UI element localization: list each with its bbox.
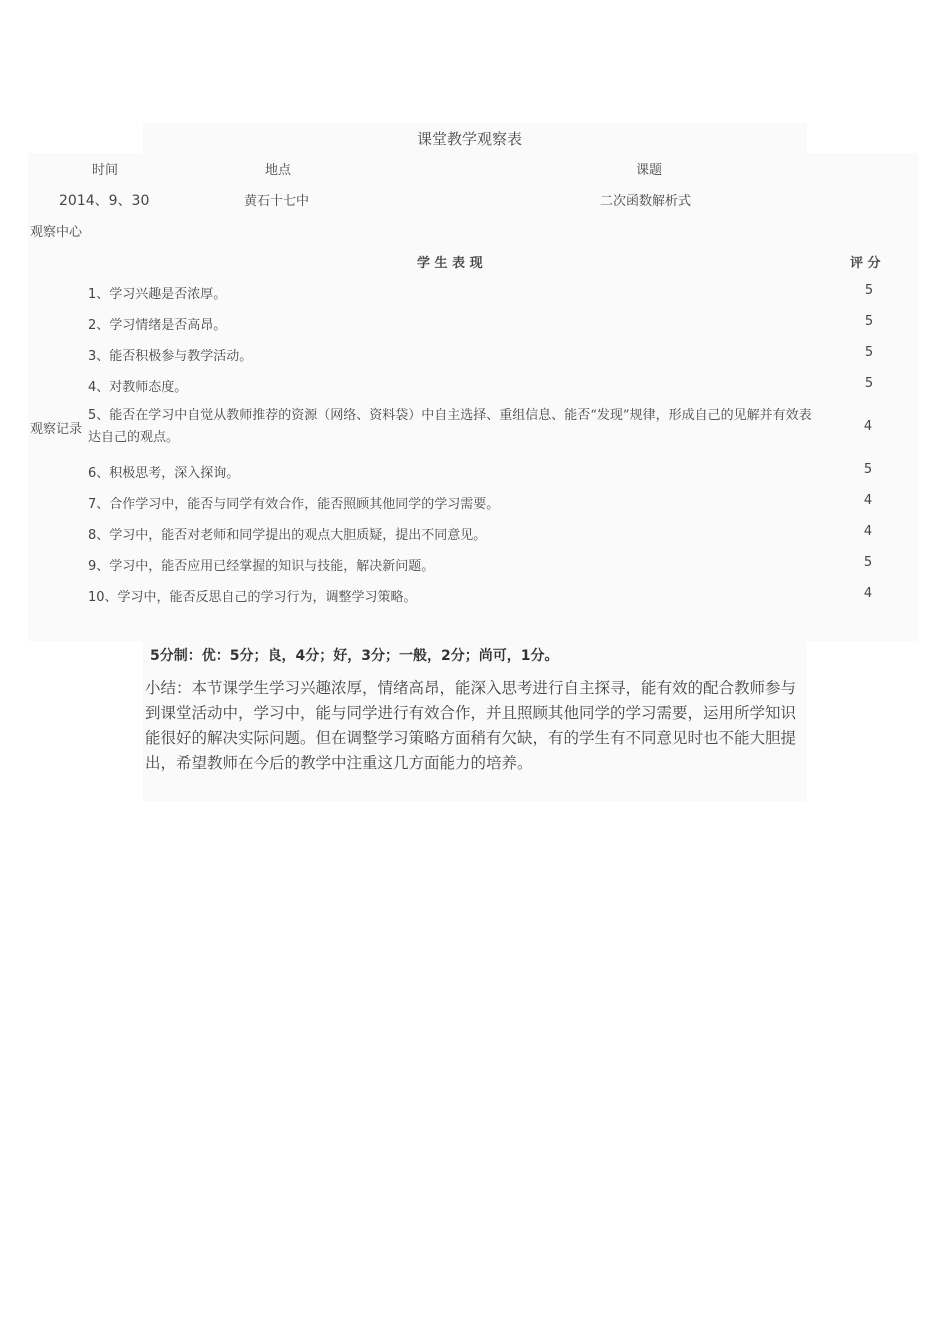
item-text: 、能否在学习中自觉从教师推荐的资源（网络、资料袋）中自主选择、重组信息、能否“发现”规律，形成自己的见解并有效表达自己的观点。 (88, 408, 812, 445)
item-score: 5 (863, 462, 873, 477)
scoring-scale: 5分制：优：5分；良，4分；好，3分；一般，2分；尚可，1分。 (150, 648, 559, 664)
list-item (88, 462, 239, 481)
list-item (88, 555, 434, 574)
item-text: 、学习中，能否对老师和同学提出的观点大胆质疑，提出不同意见。 (96, 528, 487, 543)
list-item (88, 376, 187, 395)
list-item (88, 493, 499, 512)
item-number: 7 (88, 497, 97, 512)
item-score: 5 (864, 283, 874, 298)
item-score: 5 (863, 555, 873, 570)
list-item (88, 524, 486, 543)
item-text: 、学习中，能否应用已经掌握的知识与技能，解决新问题。 (96, 559, 435, 574)
item-text: 、学习情绪是否高昂。 (96, 318, 227, 333)
performance-header: 学 生 表 现 (417, 256, 483, 271)
item-number: 9 (88, 559, 97, 574)
item-score: 5 (864, 345, 874, 360)
topic-value: 二次函数解析式 (600, 194, 692, 209)
item-score: 5 (864, 314, 874, 329)
observation-record-label: 观察记录 (30, 422, 83, 437)
item-number: 4 (88, 380, 97, 395)
item-number: 6 (88, 466, 97, 481)
observation-center-label: 观察中心 (30, 225, 83, 240)
time-label: 时间 (92, 163, 119, 178)
summary-paragraph: 小结：本节课学生学习兴趣浓厚，情绪高昂，能深入思考进行自主探寻，能有效的配合教师参与到课堂活动中，学习中，能与同学进行有效合作，并且照顾其他同学的学习需要，运用所学知识能很好的解决实际问题。但在调整学习策略方面稍有欠缺，有的学生有不同意见时也不能大胆提出，希望教师在今后的教学中注重这几方面能力的培养。 (145, 679, 797, 772)
item-number: 5 (88, 408, 97, 423)
item-text: 、合作学习中，能否与同学有效合作，能否照顾其他同学的学习需要。 (96, 497, 500, 512)
item-text: 、能否积极参与教学活动。 (96, 349, 253, 364)
list-item (88, 586, 417, 605)
time-value: 2014、9、30 (59, 193, 150, 209)
item-score: 4 (863, 524, 873, 539)
list-item (88, 405, 820, 449)
item-score: 5 (864, 376, 874, 391)
item-number: 1 (88, 287, 97, 302)
score-header: 评 分 (850, 256, 881, 271)
topic-label: 课题 (636, 163, 663, 178)
place-label: 地点 (265, 163, 292, 178)
list-item (88, 283, 226, 302)
item-text: 、对教师态度。 (96, 380, 188, 395)
list-item (88, 345, 252, 364)
list-item (88, 314, 226, 333)
item-text: 、积极思考，深入探询。 (96, 466, 240, 481)
item-text: 、学习中，能否反思自己的学习行为，调整学习策略。 (104, 590, 417, 605)
item-score: 4 (863, 419, 873, 434)
place-value: 黄石十七中 (244, 194, 310, 209)
item-score: 4 (863, 586, 873, 601)
item-score: 4 (863, 493, 873, 508)
page-title: 课堂教学观察表 (417, 130, 523, 148)
item-number: 10 (88, 590, 105, 605)
item-text: 、学习兴趣是否浓厚。 (96, 287, 227, 302)
item-number: 2 (88, 318, 97, 333)
item-number: 8 (88, 528, 97, 543)
item-number: 3 (88, 349, 97, 364)
